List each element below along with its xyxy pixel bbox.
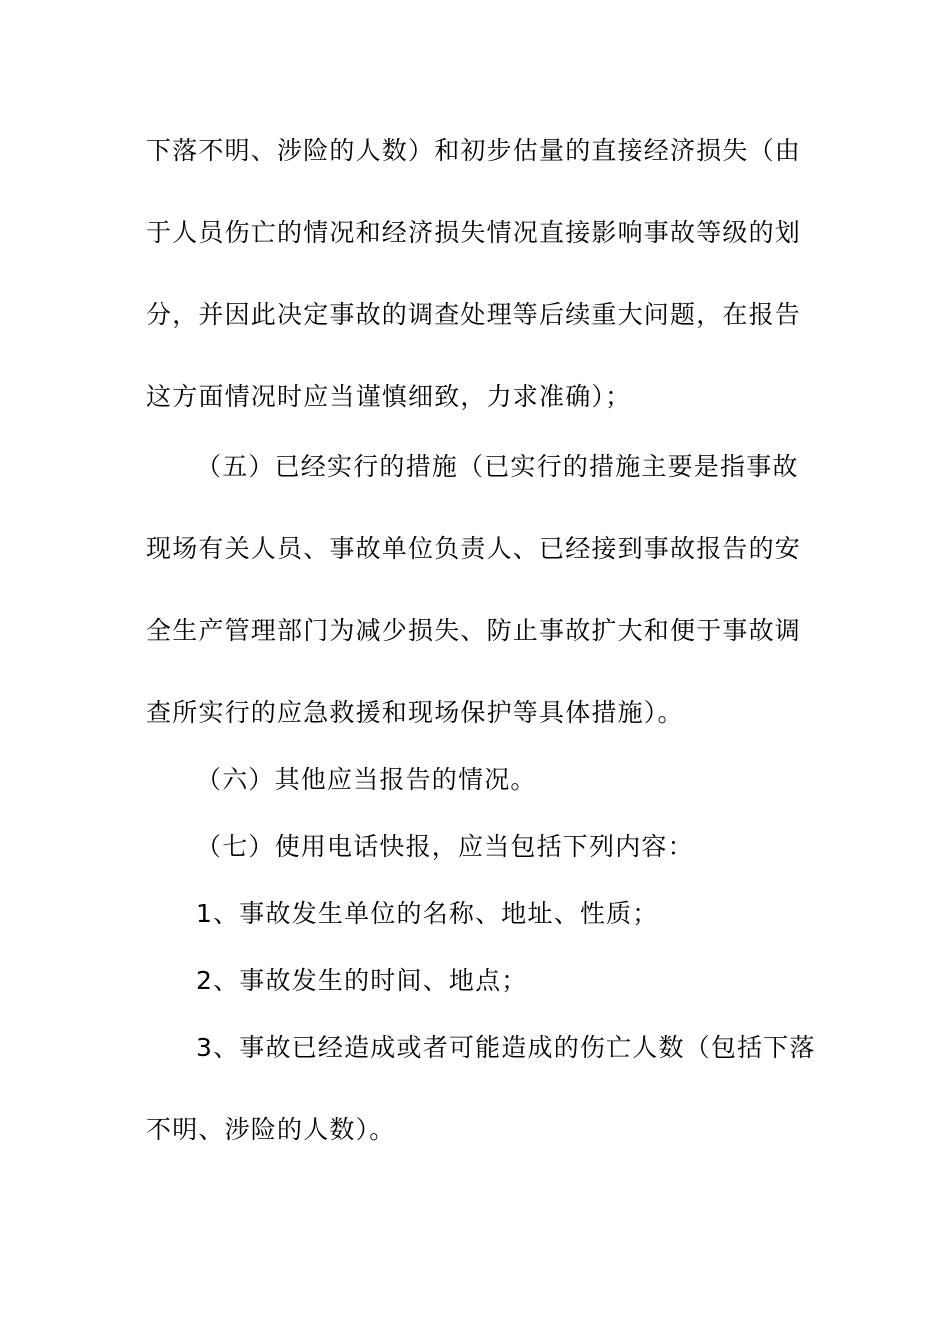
list-item-2: 2、事故发生的时间、地点； — [196, 966, 528, 995]
text-line: 全生产管理部门为减少损失、防止事故扩大和便于事故调 — [146, 616, 802, 645]
text-line: 下落不明、涉险的人数）和初步估量的直接经济损失（由 — [146, 136, 802, 165]
paragraph-seven: （七）使用电话快报，应当包括下列内容： — [196, 832, 694, 861]
text-line: 于人员伤亡的情况和经济损失情况直接影响事故等级的划 — [146, 218, 802, 247]
text-line: 查所实行的应急救援和现场保护等具体措施）。 — [146, 698, 684, 727]
paragraph-six: （六）其他应当报告的情况。 — [196, 765, 537, 794]
list-item-3: 3、事故已经造成或者可能造成的伤亡人数（包括下落 — [196, 1033, 816, 1062]
paragraph-five-heading: （五）已经实行的措施（已实行的措施主要是指事故 — [196, 452, 799, 481]
text-line: 不明、涉险的人数）。 — [146, 1115, 396, 1144]
list-item-1: 1、事故发生单位的名称、地址、性质； — [196, 899, 659, 928]
text-line: 现场有关人员、事故单位负责人、已经接到事故报告的安 — [146, 534, 802, 563]
text-line: 分，并因此决定事故的调查处理等后续重大问题，在报告 — [146, 300, 802, 329]
text-line: 这方面情况时应当谨慎细致，力求准确）； — [146, 382, 632, 411]
